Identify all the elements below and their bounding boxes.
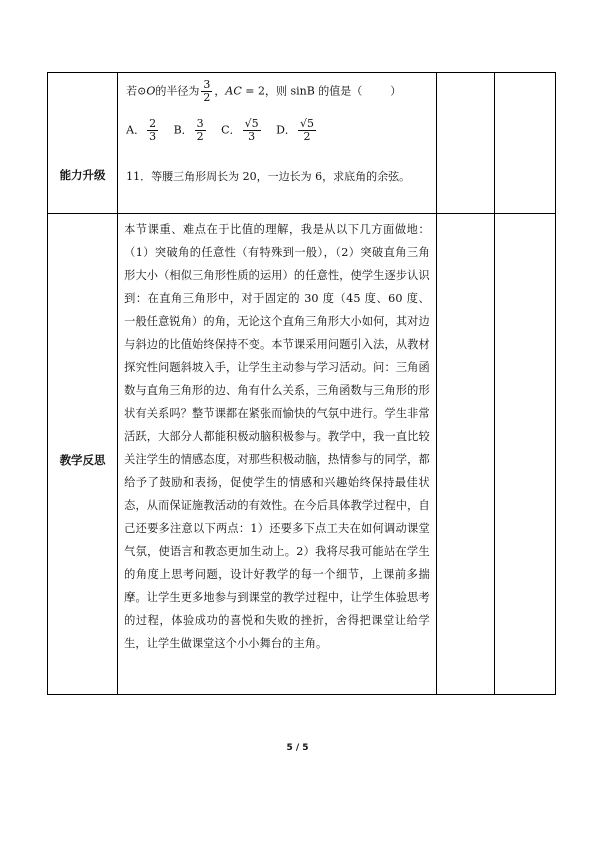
option-letter: D． — [276, 123, 296, 137]
option-a — [126, 118, 160, 143]
row-label-ability: 能力升级 — [59, 168, 106, 182]
option-fraction — [147, 118, 158, 143]
stem-part: 的半径为 — [155, 84, 200, 98]
option-fraction — [195, 118, 206, 143]
page-number: 5 / 5 — [286, 743, 309, 753]
row-label-cell — [48, 214, 118, 695]
fraction-numerator: √5 — [244, 117, 259, 130]
row-label-reflection: 教学反思 — [59, 453, 106, 467]
table-row — [48, 73, 556, 214]
fraction-denominator: 3 — [149, 130, 157, 143]
fraction-numerator: √5 — [299, 117, 314, 130]
stem-part: ） — [390, 84, 402, 98]
circle-name: O — [146, 84, 156, 98]
option-letter: B． — [173, 123, 193, 137]
content-cell — [118, 73, 437, 214]
option-c — [221, 118, 262, 143]
empty-cell — [494, 73, 555, 214]
empty-cell — [436, 73, 494, 214]
option-fraction — [243, 118, 261, 143]
lesson-table — [47, 72, 556, 695]
fraction-numerator: 3 — [203, 78, 211, 91]
fraction-denominator: 2 — [196, 130, 204, 143]
stem-part: = 2，则 sinB 的值是（ — [241, 84, 363, 98]
reflection-text: 本节课重、难点在于比值的理解，我是从以下几方面做地：（1）突破角的任意性（有特殊到一般），（2）突破直角三角形大小（相似三角形性质的运用）的任意性，使学生逐步认识到：在直角三角形中，对于固定的 30 度（45 度、60 度、一般任意锐角）的角，无论这个直角三角形大小如何，其对边与斜边的比值始终保持不变。本节课采用问题引入法，从教材探究性问题斜坡入手，让学生主动参与学习活动。问：三角函数与直角三角形的边、角有什么关系，三角函数与三角形的形状有关系吗？整节课都在紧张而愉快的气氛中进行。学生非常活跃，大部分人都能积极动脑积极参与。教学中，我一直比较关注学生的情感态度，对那些积极动脑，热情参与的同学，都给予了鼓励和表扬，促使学生的情感和兴趣始终保持最佳状态，从而保证施教活动的有效性。在今后具体教学过程中，自己还要多注意以下两点：1）还要多下点工夫在如何调动课堂气氛，使语言和教态更加生动上。2）我将尽我可能站在学生的角度上思考问题，设计好教学的每一个细节，上课前多揣摩。让学生更多地参与到课堂的教学过程中，让学生体验思考的过程，体验成功的喜悦和失败的挫折，舍得把课堂让给学生，让学生做课堂这个小小舞台的主角。 — [124, 223, 430, 650]
fraction-numerator: 2 — [149, 117, 157, 130]
row-label-cell — [48, 73, 118, 214]
question-11: 11．等腰三角形周长为 20，一边长为 6，求底角的余弦。 — [126, 170, 411, 183]
question-10 — [118, 73, 436, 191]
option-letter: A． — [126, 123, 146, 137]
option-b — [174, 118, 208, 143]
question-10-stem — [126, 79, 428, 104]
content-cell — [118, 214, 437, 695]
stem-part: 若⊙ — [126, 84, 147, 98]
fraction-numerator: 3 — [196, 117, 204, 130]
fraction-denominator: 2 — [298, 130, 316, 143]
empty-cell — [436, 214, 494, 695]
option-d — [276, 118, 318, 143]
stem-part: ， — [214, 84, 226, 98]
option-letter: C． — [221, 123, 241, 137]
table-row — [48, 214, 556, 695]
segment-name: AC — [225, 84, 242, 98]
options-row — [126, 118, 428, 143]
empty-cell — [494, 214, 555, 695]
radius-fraction — [201, 79, 212, 104]
fraction-denominator: 2 — [203, 91, 211, 104]
fraction-denominator: 3 — [243, 130, 261, 143]
option-fraction — [298, 118, 316, 143]
